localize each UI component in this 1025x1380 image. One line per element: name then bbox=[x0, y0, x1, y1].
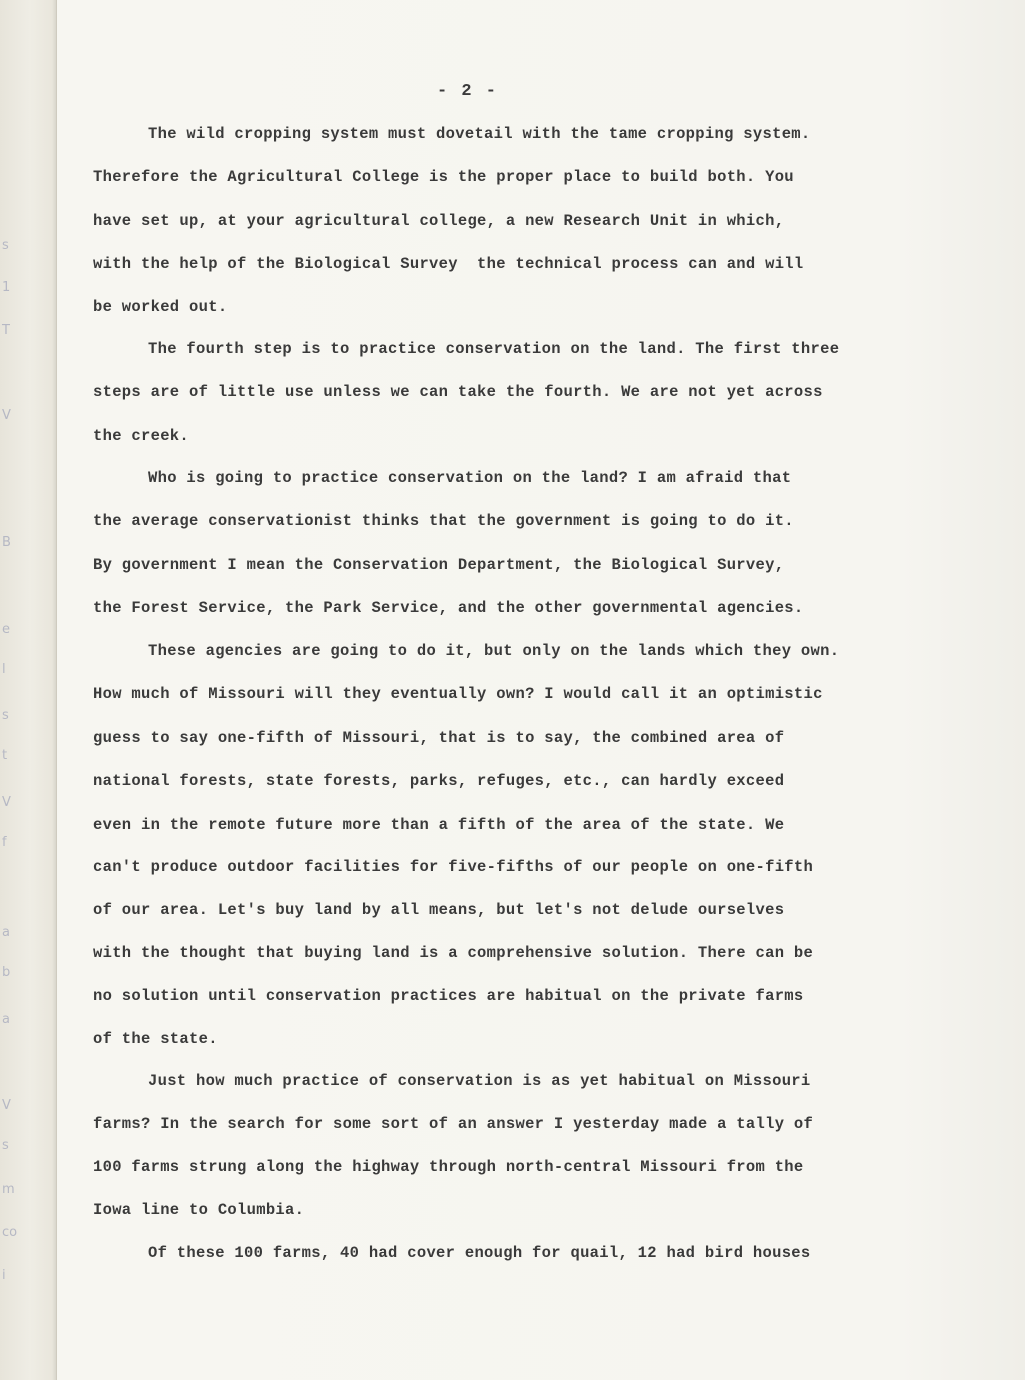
margin-bleed-text: V bbox=[2, 795, 11, 810]
text-line: no solution until conservation practices are habitual on the private farms bbox=[93, 987, 804, 1005]
text-line: the average conservationist thinks that the government is going to do it. bbox=[93, 512, 794, 530]
margin-bleed-text: 1 bbox=[2, 280, 11, 295]
text-line: How much of Missouri will they eventually own? I would call it an optimistic bbox=[93, 685, 823, 703]
text-line: even in the remote future more than a fifth of the area of the state. We bbox=[93, 816, 785, 834]
text-line: can't produce outdoor facilities for five-fifths of our people on one-fifth bbox=[93, 858, 814, 876]
margin-bleed-text: t bbox=[2, 748, 8, 763]
margin-bleed-text: s bbox=[2, 708, 9, 723]
text-line: Just how much practice of conservation is as yet habitual on Missouri bbox=[148, 1072, 811, 1090]
text-line: steps are of little use unless we can take the fourth. We are not yet across bbox=[93, 383, 823, 401]
margin-bleed-text: V bbox=[2, 1098, 11, 1113]
text-line: of the state. bbox=[93, 1030, 218, 1048]
margin-bleed-text: i bbox=[2, 1268, 6, 1283]
text-line: the creek. bbox=[93, 427, 190, 445]
text-line: with the thought that buying land is a comprehensive solution. There can be bbox=[93, 944, 814, 962]
margin-bleed-text: e bbox=[2, 622, 10, 637]
text-line: guess to say one-fifth of Missouri, that is to say, the combined area of bbox=[93, 729, 785, 747]
text-line: of our area. Let's buy land by all means, but let's not delude ourselves bbox=[93, 901, 785, 919]
margin-bleed-text: m bbox=[2, 1182, 15, 1197]
margin-bleed-text: a bbox=[2, 1012, 10, 1027]
margin-bleed-text: s bbox=[2, 1138, 9, 1153]
text-line: have set up, at your agricultural college, a new Research Unit in which, bbox=[93, 212, 785, 230]
text-line: farms? In the search for some sort of an answer I yesterday made a tally of bbox=[93, 1115, 814, 1133]
text-line: be worked out. bbox=[93, 298, 228, 316]
text-line: the Forest Service, the Park Service, and the other governmental agencies. bbox=[93, 599, 804, 617]
margin-bleed-text: a bbox=[2, 925, 10, 940]
text-line: By government I mean the Conservation Department, the Biological Survey, bbox=[93, 556, 785, 574]
text-line: The wild cropping system must dovetail with the tame cropping system. bbox=[148, 125, 811, 143]
text-line: Of these 100 farms, 40 had cover enough for quail, 12 had bird houses bbox=[148, 1244, 811, 1262]
margin-bleed-text: B bbox=[2, 535, 11, 550]
text-line: Iowa line to Columbia. bbox=[93, 1201, 305, 1219]
margin-bleed-text: s bbox=[2, 238, 9, 253]
margin-bleed-text: b bbox=[2, 965, 11, 980]
text-line: These agencies are going to do it, but only on the lands which they own. bbox=[148, 642, 840, 660]
text-line: national forests, state forests, parks, refuges, etc., can hardly exceed bbox=[93, 772, 785, 790]
page-number: - 2 - bbox=[437, 82, 499, 101]
text-line: 100 farms strung along the highway through north-central Missouri from the bbox=[93, 1158, 804, 1176]
text-line: Who is going to practice conservation on the land? I am afraid that bbox=[148, 469, 792, 487]
margin-bleed-text: l bbox=[2, 662, 6, 677]
binding-edge bbox=[0, 0, 57, 1380]
text-line: The fourth step is to practice conservation on the land. The first three bbox=[148, 340, 840, 358]
text-line: Therefore the Agricultural College is the proper place to build both. You bbox=[93, 168, 794, 186]
margin-bleed-text: V bbox=[2, 408, 11, 423]
margin-bleed-text: co bbox=[2, 1225, 18, 1240]
text-line: with the help of the Biological Survey the technical process can and will bbox=[93, 255, 804, 273]
margin-bleed-text: T bbox=[2, 323, 10, 338]
margin-bleed-text: f bbox=[2, 835, 7, 850]
